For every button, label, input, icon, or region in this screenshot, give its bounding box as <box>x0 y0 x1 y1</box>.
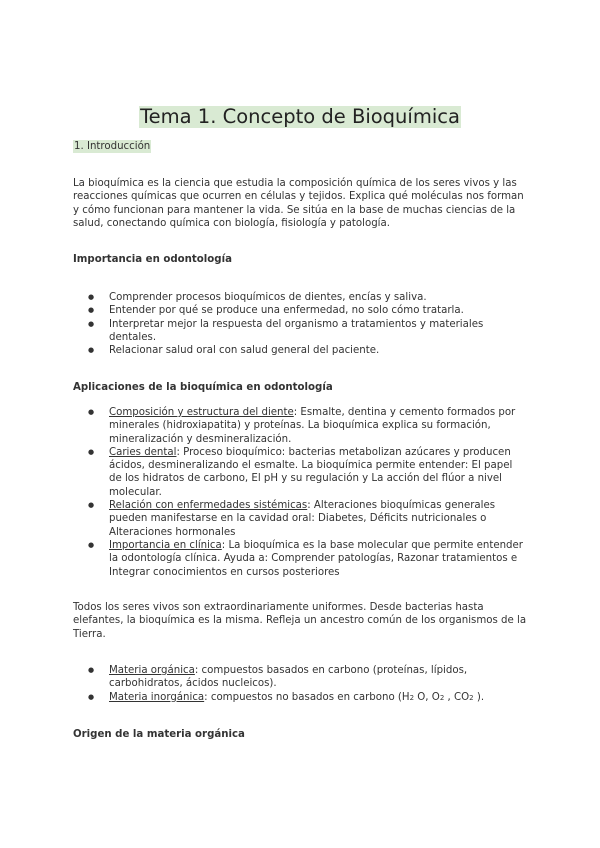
list-item: ● Comprender procesos bioquímicos de dientes, encías y saliva. <box>73 291 528 304</box>
intro-paragraph: La bioquímica es la ciencia que estudia la composición química de los seres vivos y las reacciones químicas que ocurren en células y tejidos. Explica qué moléculas nos forman y cómo funcionan para mantener la vida. Se sitúa en la base de muchas ciencias de la salud, conectando química con biología, fisiología y patología. <box>73 178 524 229</box>
heading-origen: Origen de la materia orgánica <box>73 729 245 740</box>
item-text: ). <box>473 691 485 703</box>
uniformity-paragraph: Todos los seres vivos son extraordinariamente uniformes. Desde bacterias hasta elefantes, la bioquímica es la misma. Refleja un ancestro común de los organismos de la Tierra. <box>73 602 527 640</box>
item-text: : Alteraciones bioquímicas generales pueden manifestarse en la cavidad oral: Diabetes, Déficits nutricionales o Alteraciones hormonales <box>109 500 496 538</box>
heading-importancia: Importancia en odontología <box>73 254 232 265</box>
item-text: : Esmalte, dentina y cemento formados por minerales (hidroxiapatita) y proteínas. La bioquímica explica su formación, mineralización y desmineralización. <box>109 407 516 445</box>
item-text: : La bioquímica es la base molecular que permite entender la odontología clínica. Ayuda a: Comprender patologías, Razonar tratamientos e Integrar conocimientos en cursos posteriores <box>109 539 523 578</box>
item-text: : Proceso bioquímico: bacterias metabolizan azúcares y producen ácidos, desmineralizando el esmalte. La bioquímica permite entender: El papel de los hidratos de carbono, El pH y su regulación y La acción del flúor a nivel molecular. <box>109 446 513 498</box>
subscript: 2 <box>409 693 415 702</box>
list-item <box>73 691 528 705</box>
page-title: Tema 1. Concepto de Bioquímica <box>140 105 460 129</box>
list-item <box>73 664 528 691</box>
list-item <box>73 406 528 446</box>
item-text: , CO <box>444 691 470 703</box>
list-item: ● Relacionar salud oral con salud general del paciente. <box>73 344 528 357</box>
matter-list <box>73 664 528 705</box>
term-caries: Caries dental <box>109 446 177 458</box>
section-heading-introduccion: 1. Introducción <box>74 141 151 152</box>
subscript: 2 <box>439 693 445 702</box>
term-materia-inorganica: Materia inorgánica <box>109 691 205 703</box>
term-importancia-clinica: Importancia en clínica <box>109 539 222 551</box>
term-materia-organica: Materia orgánica <box>109 665 195 676</box>
title-container <box>0 93 600 141</box>
list-item <box>73 446 528 499</box>
list-item: ● Interpretar mejor la respuesta del organismo a tratamientos y materiales dentales. <box>73 318 528 345</box>
item-text: : compuestos basados en carbono (proteínas, lípidos, carbohidratos, ácidos nucleicos). <box>109 665 468 690</box>
term-relacion: Relación con enfermedades sistémicas <box>109 500 308 512</box>
term-composicion: Composición y estructura del diente <box>109 407 294 418</box>
applications-list <box>73 406 528 579</box>
subscript: 2 <box>469 693 474 702</box>
item-text: O, O <box>414 691 440 703</box>
importance-list <box>73 291 528 357</box>
list-item <box>73 499 528 539</box>
item-text: : compuestos no basados en carbono (H <box>204 691 410 703</box>
list-item <box>73 539 528 579</box>
list-item: ● Entender por qué se produce una enfermedad, no solo cómo tratarla. <box>73 304 528 317</box>
heading-aplicaciones: Aplicaciones de la bioquímica en odontología <box>73 382 333 393</box>
